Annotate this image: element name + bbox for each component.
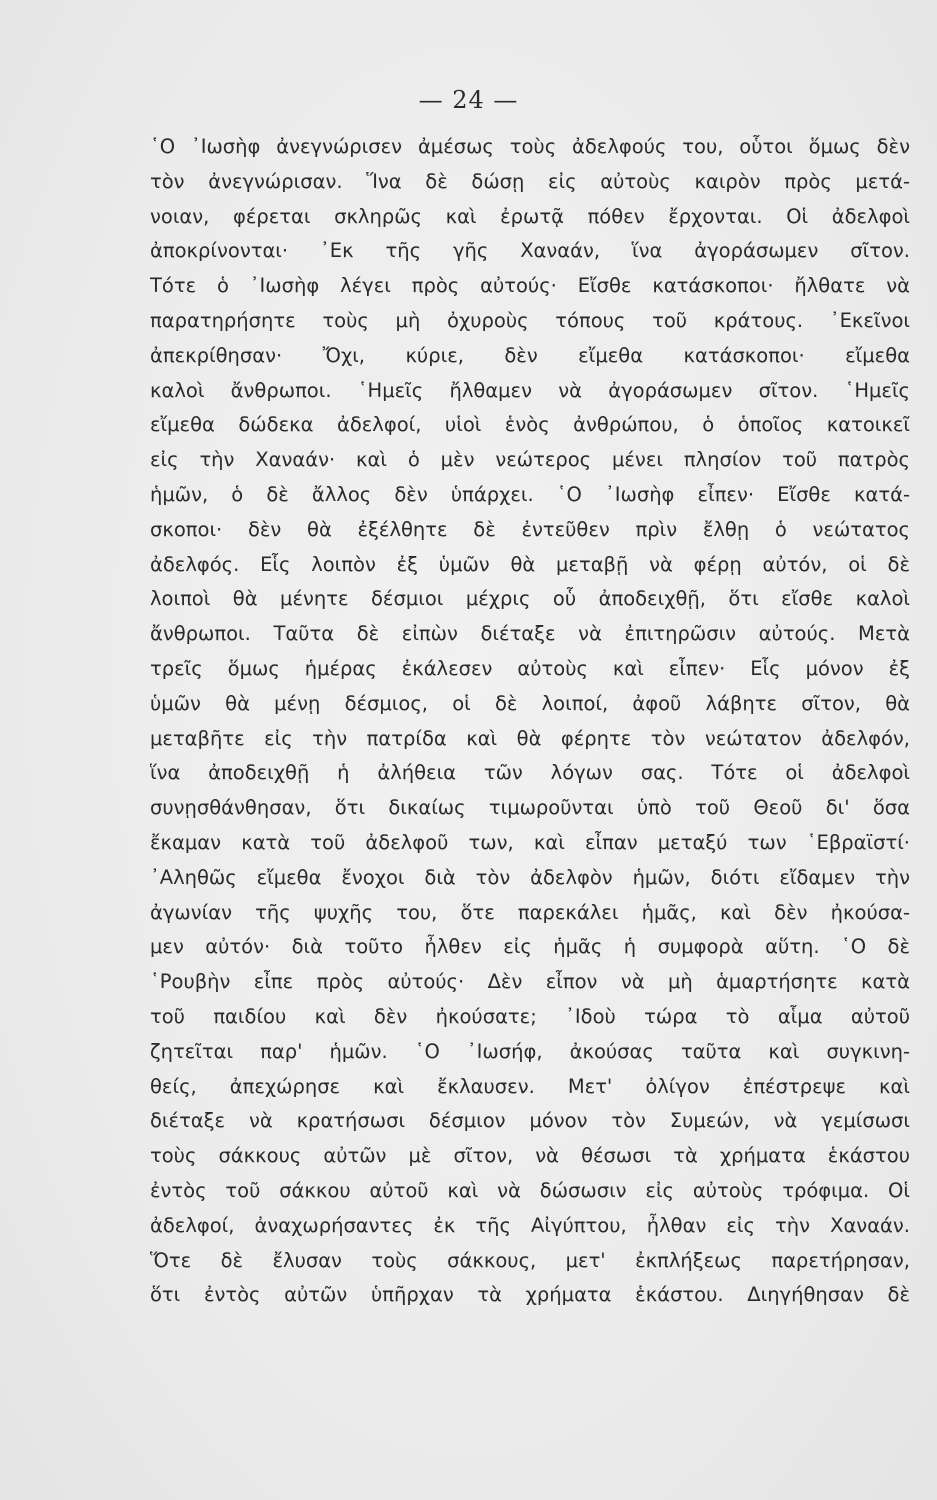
text-line: σκοποι· δὲν θὰ ἐξέλθητε δὲ ἐντεῦθεν πρὶν ἔλθῃ ὁ νεώτατος (150, 517, 910, 541)
text-line: ἵνα ἀποδειχθῇ ἡ ἀλήθεια τῶν λόγων σας. Τότε οἱ ἀδελφοὶ (150, 761, 910, 785)
text-line: παρατηρήσητε τοὺς μὴ ὀχυροὺς τόπους τοῦ κράτους. ᾿Εκεῖνοι (150, 308, 910, 332)
text-line: διέταξε νὰ κρατήσωσι δέσμιον μόνον τὸν Συμεών, νὰ γεμίσωσι (150, 1109, 910, 1133)
text-line: ᾿Αληθῶς εἴμεθα ἔνοχοι διὰ τὸν ἀδελφὸν ἡμῶν, διότι εἴδαμεν τὴν (150, 865, 910, 889)
text-line: ἀποκρίνονται· ᾿Εκ τῆς γῆς Χαναάν, ἵνα ἀγοράσωμεν σῖτον. (150, 239, 910, 263)
text-line: τρεῖς ὅμως ἡμέρας ἐκάλεσεν αὐτοὺς καὶ εἶπεν· Εἷς μόνον ἐξ (150, 656, 910, 680)
text-line: τοὺς σάκκους αὐτῶν μὲ σῖτον, νὰ θέσωσι τὰ χρήματα ἑκάστου (150, 1144, 910, 1168)
text-line: λοιποὶ θὰ μένητε δέσμιοι μέχρις οὗ ἀποδειχθῇ, ὅτι εἴσθε καλοὶ (150, 587, 910, 611)
text-line: μεταβῆτε εἰς τὴν πατρίδα καὶ θὰ φέρητε τὸν νεώτατον ἀδελφόν, (150, 726, 910, 750)
body-text (150, 130, 910, 1313)
text-line: καλοὶ ἄνθρωποι. ῾Ημεῖς ἤλθαμεν νὰ ἀγοράσωμεν σῖτον. ῾Ημεῖς (150, 378, 910, 402)
text-line: Τότε ὁ ᾿Ιωσὴφ λέγει πρὸς αὐτούς· Εἴσθε κατάσκοποι· ἤλθατε νὰ (150, 274, 910, 298)
text-line: τὸν ἀνεγνώρισαν. Ἵνα δὲ δώσῃ εἰς αὐτοὺς καιρὸν πρὸς μετά- (150, 169, 910, 193)
text-line: ὑμῶν θὰ μένῃ δέσμιος, οἱ δὲ λοιποί, ἀφοῦ λάβητε σῖτον, θὰ (150, 691, 910, 715)
text-line: τοῦ παιδίου καὶ δὲν ἠκούσατε; ᾿Ιδοὺ τώρα τὸ αἷμα αὐτοῦ (150, 1004, 910, 1028)
text-line: μεν αὐτόν· διὰ τοῦτο ἦλθεν εἰς ἡμᾶς ἡ συμφορὰ αὕτη. ῾Ο δὲ (150, 935, 910, 959)
text-line: θείς, ἀπεχώρησε καὶ ἔκλαυσεν. Μετ' ὀλίγον ἐπέστρεψε καὶ (150, 1074, 910, 1098)
text-line: νοιαν, φέρεται σκληρῶς καὶ ἐρωτᾷ πόθεν ἔρχονται. Οἱ ἀδελφοὶ (150, 204, 910, 228)
text-line: ἀγωνίαν τῆς ψυχῆς του, ὅτε παρεκάλει ἡμᾶς, καὶ δὲν ἠκούσα- (150, 900, 910, 924)
text-line: ἀδελφοί, ἀναχωρήσαντες ἐκ τῆς Αἰγύπτου, ἦλθαν εἰς τὴν Χαναάν. (150, 1213, 910, 1237)
text-line: Ὅτε δὲ ἔλυσαν τοὺς σάκκους, μετ' ἐκπλήξεως παρετήρησαν, (150, 1248, 910, 1272)
text-line: ἔκαμαν κατὰ τοῦ ἀδελφοῦ των, καὶ εἶπαν μεταξύ των ῾Εβραϊστί· (150, 830, 910, 854)
page-number: — 24 — (418, 86, 519, 114)
text-line: ἡμῶν, ὁ δὲ ἄλλος δὲν ὑπάρχει. ῾Ο ᾿Ιωσὴφ εἶπεν· Εἴσθε κατά- (150, 482, 910, 506)
text-line: ἐντὸς τοῦ σάκκου αὐτοῦ καὶ νὰ δώσωσιν εἰς αὐτοὺς τρόφιμα. Οἱ (150, 1178, 910, 1202)
text-line: συνῃσθάνθησαν, ὅτι δικαίως τιμωροῦνται ὑπὸ τοῦ Θεοῦ δι' ὅσα (150, 796, 910, 820)
text-line: ἀδελφός. Εἷς λοιπὸν ἐξ ὑμῶν θὰ μεταβῇ νὰ φέρῃ αὐτόν, οἱ δὲ (150, 552, 910, 576)
text-line: εἰς τὴν Χαναάν· καὶ ὁ μὲν νεώτερος μένει πλησίον τοῦ πατρὸς (150, 448, 910, 472)
text-line: ἀπεκρίθησαν· Ὄχι, κύριε, δὲν εἴμεθα κατάσκοποι· εἴμεθα (150, 343, 910, 367)
text-line: εἴμεθα δώδεκα ἀδελφοί, υἱοὶ ἑνὸς ἀνθρώπου, ὁ ὁποῖος κατοικεῖ (150, 413, 910, 437)
text-line: ῾Ο ᾿Ιωσὴφ ἀνεγνώρισεν ἀμέσως τοὺς ἀδελφούς του, οὗτοι ὅμως δὲν (150, 135, 910, 158)
text-line: ἄνθρωποι. Ταῦτα δὲ εἰπὼν διέταξε νὰ ἐπιτηρῶσιν αὐτούς. Μετὰ (150, 622, 910, 646)
text-line: ῾Ρουβὴν εἶπε πρὸς αὐτούς· Δὲν εἶπον νὰ μὴ ἁμαρτήσητε κατὰ (150, 970, 910, 994)
text-line: ζητεῖται παρ' ἡμῶν. ῾Ο ᾿Ιωσήφ, ἀκούσας ταῦτα καὶ συγκινη- (150, 1039, 910, 1063)
text-line: ὅτι ἐντὸς αὐτῶν ὑπῆρχαν τὰ χρήματα ἑκάστου. Διηγήθησαν δὲ (150, 1283, 910, 1307)
